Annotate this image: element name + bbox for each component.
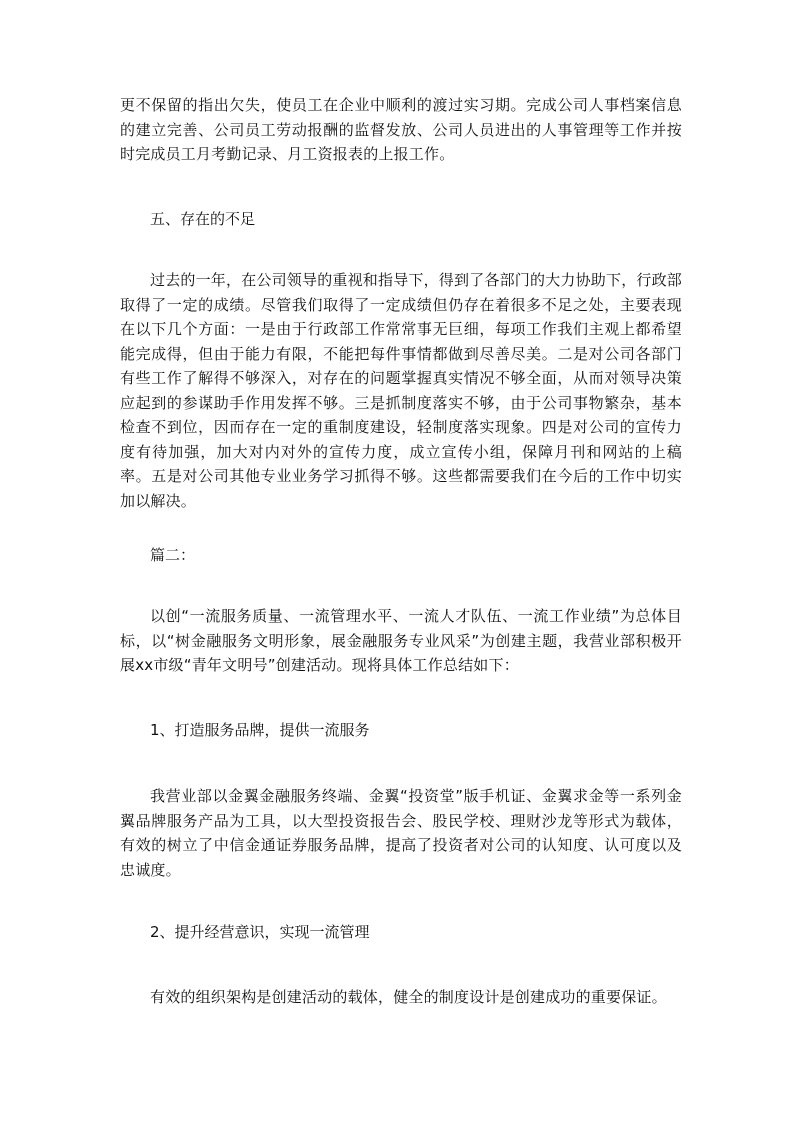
- paragraph-hr-work: 更不保留的指出欠失，使员工在企业中顺利的渡过实习期。完成公司人事档案信息的建立完善、公司员工劳动报酬的监督发放、公司人员进出的人事管理等工作并按时完成员工月考勤记录、月工资报表的上报工作。: [120, 96, 682, 163]
- paragraph-management: 有效的组织架构是创建活动的载体，健全的制度设计是创建成功的重要保证。: [150, 988, 667, 1006]
- section-heading-shortcomings: 五、存在的不足: [150, 210, 256, 228]
- paragraph-service-brand: 我营业部以金翼金融服务终端、金翼“投资堂”版手机证、金翼求金等一系列金翼品牌服务产品为工具，以大型投资报告会、股民学校、理财沙龙等形式为载体，有效的树立了中信金通证券服务品牌，提高了投资者对公司的认知度、认可度以及忠诚度。: [120, 787, 682, 879]
- paragraph-overall-goal: 以创“一流服务质量、一流管理水平、一流人才队伍、一流工作业绩”为总体目标，以“树金融服务文明形象，展金融服务专业风采”为创建主题，我营业部积极开展xx市级“青年文明号”创建活动。现将具体工作总结如下：: [120, 607, 682, 674]
- section-heading-part-two: 篇二：: [150, 546, 196, 564]
- section-heading-service-brand: 1、打造服务品牌，提供一流服务: [150, 721, 370, 739]
- section-heading-management: 2、提升经营意识，实现一流管理: [150, 923, 370, 941]
- paragraph-shortcomings: 过去的一年，在公司领导的重视和指导下，得到了各部门的大力协助下，行政部取得了一定的成绩。尽管我们取得了一定成绩但仍存在着很多不足之处，主要表现在以下几个方面：一是由于行政部工作常常事无巨细，每项工作我们主观上都希望能完成得，但由于能力有限，不能把每件事情都做到尽善尽美。二是对公司各部门有些工作了解得不够深入，对存在的问题掌握真实情况不够全面，从而对领导决策应起到的参谋助手作用发挥不够。三是抓制度落实不够，由于公司事物繁杂，基本检查不到位，因而存在一定的重制度建设，轻制度落实现象。四是对公司的宣传力度有待加强，加大对内对外的宣传力度，成立宣传小组，保障月刊和网站的上稿率。五是对公司其他专业业务学习抓得不够。这些都需要我们在今后的工作中切实加以解决。: [120, 271, 683, 510]
